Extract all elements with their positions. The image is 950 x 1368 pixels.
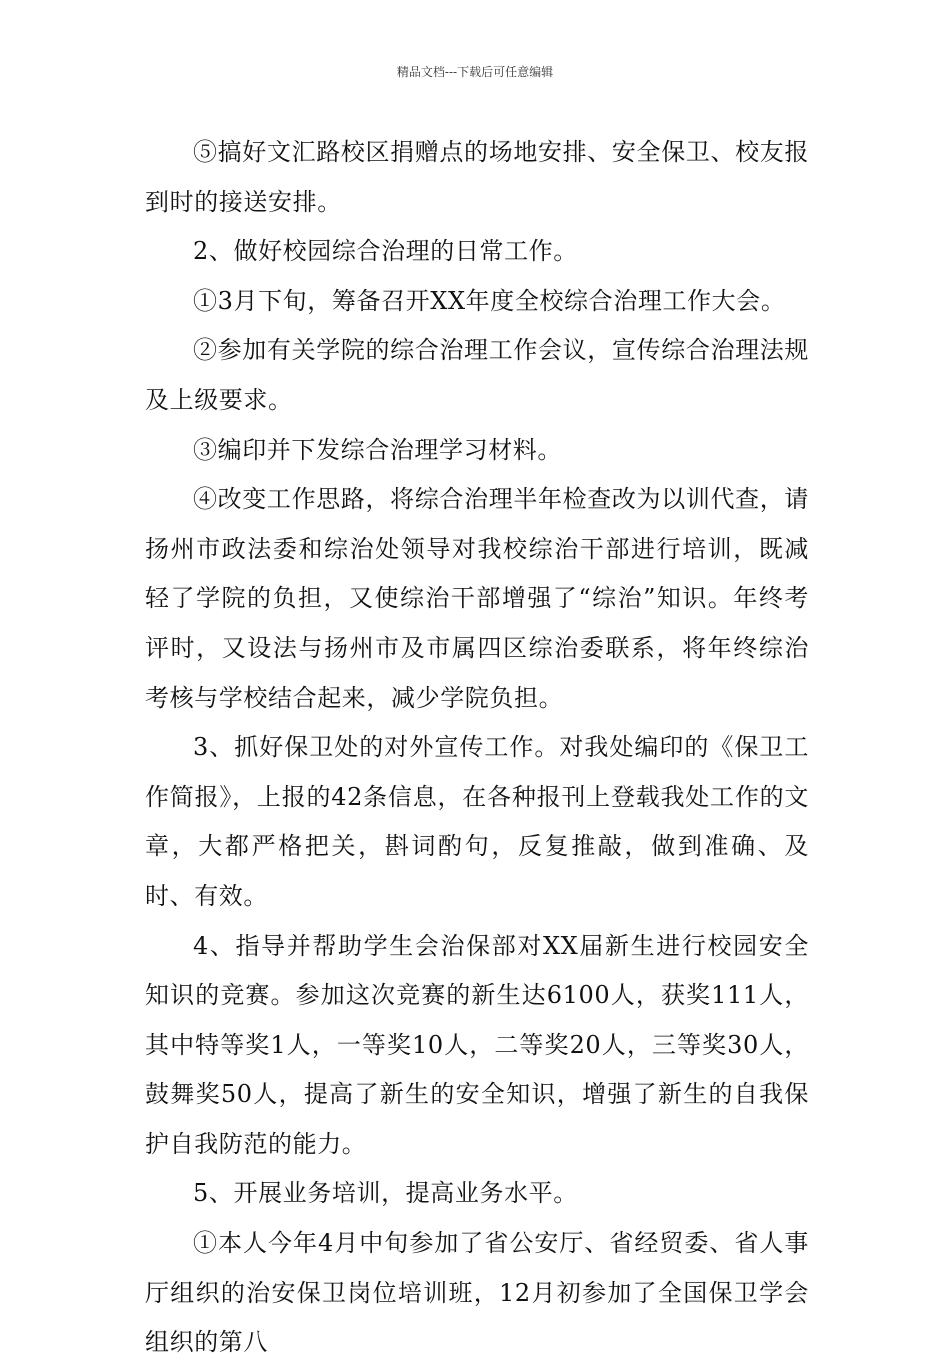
paragraph-section-3: 3、抓好保卫处的对外宣传工作。对我处编印的《保卫工作简报》，上报的42条信息，在各种报刊上登载我处工作的文章，大都严格把关，斟词酌句，反复推敲，做到准确、及时、有效。 — [145, 733, 809, 910]
paragraph-item-1-meeting: ①3月下旬，筹备召开XX年度全校综合治理工作大会。 — [193, 286, 786, 315]
paragraph-section-2: 2、做好校园综合治理的日常工作。 — [193, 237, 578, 266]
paragraph-item-4-training: ④改变工作思路，将综合治理半年检查改为以训代查，请扬州市政法委和综治处领导对我校综治干部进行培训，既减轻了学院的负担，又使综治干部增强了“综治”知识。年终考评时，又设法与扬州市及市属四区综治委联系，将年终综治考核与学校结合起来，减少学院负担。 — [145, 485, 809, 712]
paragraph-section-4: 4、指导并帮助学生会治保部对XX届新生进行校园安全知识的竞赛。参加这次竞赛的新生达6100人，获奖111人，其中特等奖1人，一等奖10人，二等奖20人，三等奖30人，鼓舞奖50人，提高了新生的安全知识，增强了新生的自我保护自我防范的能力。 — [145, 931, 809, 1158]
document-body — [145, 128, 809, 1368]
paragraph-item-3-materials: ③编印并下发综合治理学习材料。 — [193, 435, 562, 464]
page-header: 精品文档---下载后可任意编辑 — [396, 65, 554, 79]
paragraph-item-2-conference: ②参加有关学院的综合治理工作会议，宣传综合治理法规及上级要求。 — [145, 336, 809, 414]
paragraph-section-5: 5、开展业务培训，提高业务水平。 — [193, 1179, 578, 1208]
paragraph-item-1-courses: ①本人今年4月中旬参加了省公安厅、省经贸委、省人事厅组织的治安保卫岗位培训班，12月初参加了全国保卫学会组织的第八 — [145, 1229, 809, 1357]
paragraph-item-5-donation: ⑤搞好文汇路校区捐赠点的场地安排、安全保卫、校友报到时的接送安排。 — [145, 138, 809, 216]
